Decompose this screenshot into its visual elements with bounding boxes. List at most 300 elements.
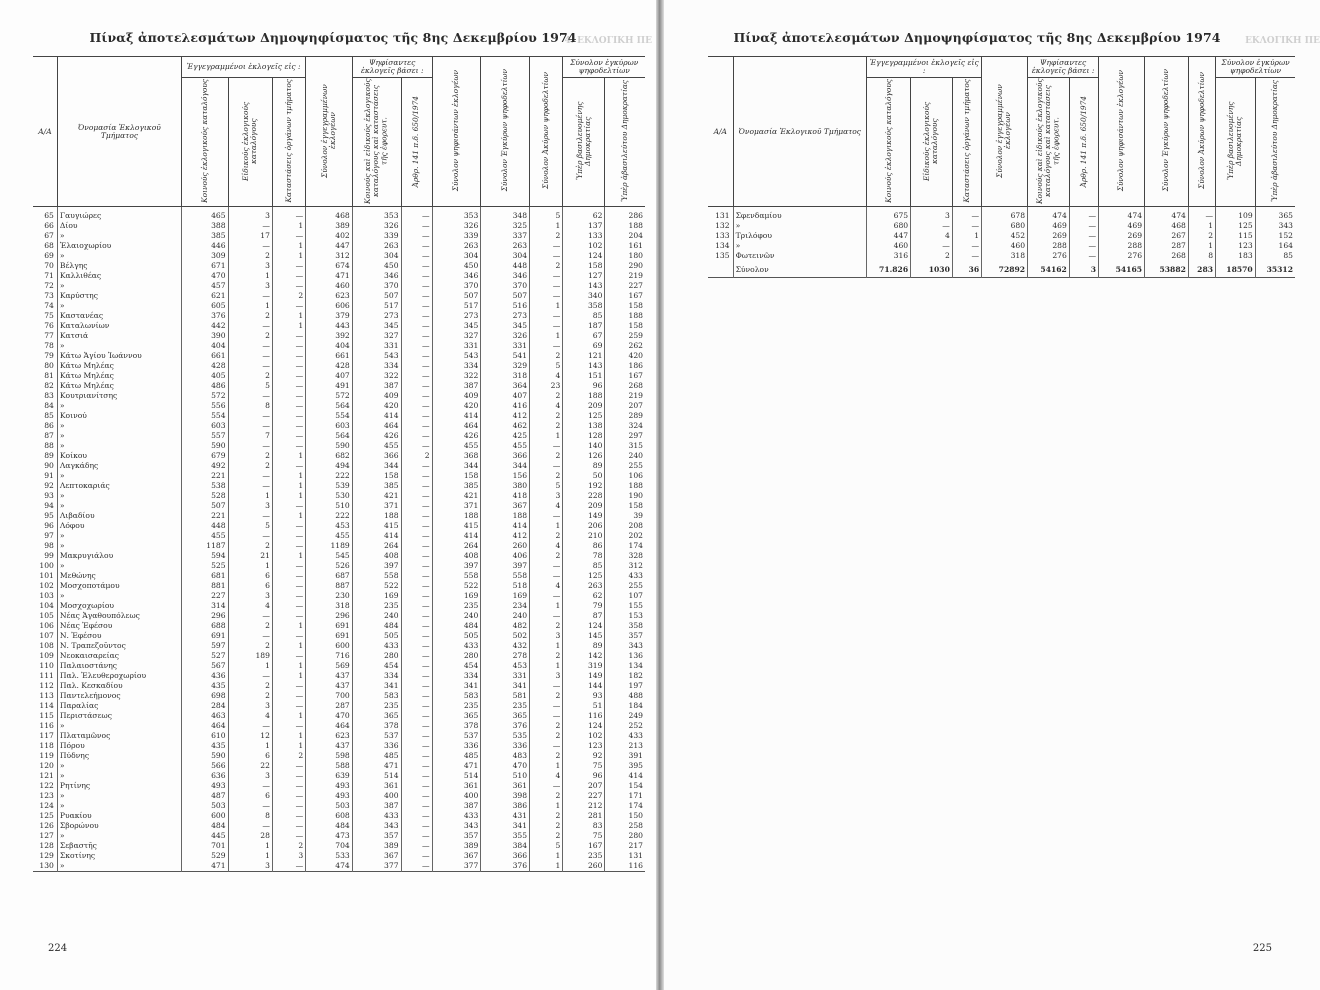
cell-value: — [401,621,432,631]
cell-value: 1 [272,731,305,741]
cell-value: — [401,231,432,241]
cell-value: — [228,241,272,251]
cell-value: 433 [605,571,645,581]
cell-value: 376 [481,721,530,731]
cell-value: 1 [228,271,272,281]
cell-value: 288 [1028,241,1070,251]
cell-value: 341 [432,681,481,691]
cell-value: 377 [352,861,401,872]
district-name: » [57,341,181,351]
cell-value: 516 [481,301,530,311]
cell-value: — [272,631,305,641]
cell-value: 385 [352,481,401,491]
cell-value: — [401,461,432,471]
cell-value: 2 [530,691,563,701]
cell-value: 606 [306,301,353,311]
table-row [33,701,645,711]
cell-value: 125 [1216,221,1256,231]
cell-value: 464 [432,421,481,431]
cell-value: — [530,561,563,571]
row-number: 97 [44,531,54,541]
cell-value: 284 [182,701,229,711]
cell-value: — [530,781,563,791]
cell-value: 452 [982,231,1028,241]
cell-value: 598 [306,751,353,761]
cell-value: — [1069,251,1098,261]
cell-value: 378 [432,721,481,731]
district-name: Περιστάσεως [57,711,181,721]
cell-value: 385 [182,231,229,241]
cell-value: 188 [605,481,645,491]
table-row [33,281,645,291]
cell-value: 437 [306,671,353,681]
table-row [33,401,645,411]
cell-value: 2 [228,331,272,341]
cell-value: 1 [530,661,563,671]
cell-value: 263 [563,581,605,591]
district-name: Ρητίνης [57,781,181,791]
cell-value: — [272,581,305,591]
page-title: Πίναξ ἀποτελεσμάτων Δημοψηφίσματος τῆς 8ης Δεκεμβρίου 1974 [89,30,577,45]
cell-value: 1189 [306,541,353,551]
cell-value: 661 [306,351,353,361]
cell-value: — [228,671,272,681]
cell-value: 235 [432,701,481,711]
cell-value: 312 [306,251,353,261]
cell-value: 558 [432,571,481,581]
cell-value: 331 [352,341,401,351]
row-number: 80 [44,361,54,371]
cell-value: — [401,341,432,351]
district-name: » [57,861,181,872]
district-name: Σκοτίνης [57,851,181,861]
cell-value: 54162 [1028,261,1070,278]
cell-value: 167 [605,371,645,381]
cell-value: 174 [605,801,645,811]
cell-value: 455 [432,441,481,451]
cell-value: 636 [182,771,229,781]
cell-value: 704 [306,841,353,851]
header-group-voted: Ψηφίσαντες ἐκλογεῖς βάσει : [1028,57,1099,78]
cell-value: 138 [563,421,605,431]
table-row [33,451,645,461]
cell-value: 144 [563,681,605,691]
cell-value: — [530,741,563,751]
table-row [33,811,645,821]
cell-value: 471 [352,761,401,771]
cell-value: 164 [1255,241,1295,251]
district-name: Δίου [57,221,181,231]
cell-value: — [228,511,272,521]
cell-value: 276 [1028,251,1070,261]
cell-value: 180 [605,251,645,261]
cell-value: 325 [481,221,530,231]
header-col: Σύνολον Ἀκύρων ψηφοδελτίων [530,57,563,207]
cell-value: — [401,831,432,841]
cell-value: 336 [352,741,401,751]
cell-value: 376 [182,311,229,321]
cell-value: — [272,651,305,661]
cell-value: 455 [182,531,229,541]
header-name: Ὀνομασία Ἐκλογικοῦ Τμήματος [733,57,867,207]
cell-value: 1 [228,851,272,861]
cell-value: 297 [605,431,645,441]
cell-value: 447 [867,231,911,241]
cell-value: — [272,207,305,222]
cell-value: — [401,711,432,721]
cell-value: 681 [182,571,229,581]
district-name: Πλαταμῶνος [57,731,181,741]
district-name: Νέας Ἀγαθουπόλεως [57,611,181,621]
header-col: Ὑπὲρ ἀβασιλεύτου Δημοκρατίας [605,78,645,207]
cell-value: 365 [481,711,530,721]
cell-value: — [530,291,563,301]
cell-value: — [401,671,432,681]
cell-value: — [401,207,432,222]
district-name: » [57,421,181,431]
cell-value: 23 [530,381,563,391]
row-number: 98 [44,541,54,551]
cell-value: 2 [530,421,563,431]
cell-value: 75 [563,761,605,771]
district-name: » [57,771,181,781]
cell-value: 507 [481,291,530,301]
table-row [708,221,1295,231]
cell-value: 3 [530,671,563,681]
cell-value: 145 [563,631,605,641]
cell-value: — [272,351,305,361]
cell-value: 3 [228,501,272,511]
cell-value: 503 [306,801,353,811]
cell-value: 2 [530,721,563,731]
cell-value: 414 [481,521,530,531]
cell-value: 264 [432,541,481,551]
cell-value: 7 [228,431,272,441]
cell-value: 357 [605,631,645,641]
cell-value: 343 [1255,221,1295,231]
cell-value: 336 [481,741,530,751]
district-name: Λόφου [57,521,181,531]
cell-value: — [401,511,432,521]
cell-value: 377 [432,861,481,872]
cell-value: 2 [228,251,272,261]
cell-value: 485 [432,751,481,761]
cell-value: 258 [605,821,645,831]
table-row [33,731,645,741]
cell-value: 263 [352,241,401,251]
cell-value: 402 [306,231,353,241]
bleed-through-text: ΕΚΛΟΓΙΚΗ ΠΕ [1245,36,1320,46]
cell-value: 268 [1145,251,1189,261]
cell-value: 136 [605,651,645,661]
cell-value: 448 [182,521,229,531]
cell-value: 357 [352,831,401,841]
cell-value: 1 [272,251,305,261]
row-number: 114 [39,701,54,711]
cell-value: 143 [563,281,605,291]
cell-value: — [272,701,305,711]
header-col: Κοινούς ἐκλογικούς καταλόγους [867,78,911,207]
cell-value: 296 [182,611,229,621]
cell-value: 483 [481,751,530,761]
cell-value: 482 [481,621,530,631]
cell-value: 116 [563,711,605,721]
cell-value: 4 [228,711,272,721]
row-number: 66 [44,221,54,231]
cell-value: 2 [530,791,563,801]
cell-value: — [401,791,432,801]
cell-value: 337 [481,231,530,241]
cell-value: 361 [432,781,481,791]
cell-value: 115 [1216,231,1256,241]
cell-value: 409 [352,391,401,401]
cell-value: 137 [563,221,605,231]
cell-value: 463 [182,711,229,721]
cell-value: 3 [530,491,563,501]
header-aa: Α/Α [708,57,733,207]
cell-value: 1 [530,521,563,531]
cell-value: 364 [481,381,530,391]
cell-value: 4 [530,771,563,781]
cell-value: 2 [530,451,563,461]
cell-value: 235 [563,851,605,861]
cell-value: — [228,821,272,831]
header-name: Ὀνομασία Ἐκλογικοῦ Τμήματος [57,57,181,207]
table-row [33,301,645,311]
cell-value: — [272,591,305,601]
row-number: 120 [39,761,54,771]
cell-value: 505 [352,631,401,641]
cell-value: 418 [481,491,530,501]
cell-value: 344 [432,461,481,471]
row-number: 86 [44,421,54,431]
row-number: 91 [44,471,54,481]
cell-value: — [401,471,432,481]
cell-value: 405 [182,371,229,381]
cell-value: 608 [306,811,353,821]
cell-value: — [272,281,305,291]
row-number: 104 [39,601,54,611]
cell-value: 6 [228,751,272,761]
cell-value: — [530,311,563,321]
cell-value: 361 [352,781,401,791]
cell-value: 527 [182,651,229,661]
district-name: Ρυακίου [57,811,181,821]
cell-value: 528 [182,491,229,501]
cell-value: 155 [605,601,645,611]
cell-value: — [272,601,305,611]
district-name: Πόρου [57,741,181,751]
district-name: Ἐλαιοχωρίου [57,241,181,251]
cell-value: 420 [352,401,401,411]
table-row [33,671,645,681]
cell-value: 8 [228,401,272,411]
cell-value: 319 [563,661,605,671]
cell-value: 210 [563,531,605,541]
table-row [33,611,645,621]
cell-value: 2 [530,391,563,401]
cell-value: 4 [911,231,953,241]
cell-value: 87 [563,611,605,621]
table-row [33,721,645,731]
cell-value: 334 [432,361,481,371]
row-number: 74 [44,301,54,311]
cell-value: 280 [432,651,481,661]
cell-value: 35312 [1255,261,1295,278]
cell-value: 158 [432,471,481,481]
district-name: Κουτριανίτσης [57,391,181,401]
cell-value: 365 [1255,207,1295,222]
cell-value: 2 [911,251,953,261]
cell-value: 235 [481,701,530,711]
cell-value: 318 [481,371,530,381]
cell-value: 230 [306,591,353,601]
cell-value: 554 [182,411,229,421]
table-row [33,271,645,281]
cell-value: 529 [182,851,229,861]
cell-value: — [401,601,432,611]
cell-value: 454 [432,661,481,671]
cell-value: 227 [182,591,229,601]
cell-value: — [952,221,981,231]
row-number: 72 [44,281,54,291]
cell-value: 12 [228,731,272,741]
cell-value: 89 [563,461,605,471]
row-number: 73 [44,291,54,301]
table-row [708,251,1295,261]
cell-value: 167 [563,841,605,851]
cell-value: 384 [481,841,530,851]
cell-value: — [401,801,432,811]
table-row [708,207,1295,222]
cell-value: 221 [182,511,229,521]
cell-value: 605 [182,301,229,311]
cell-value: 2 [530,551,563,561]
cell-value: 304 [481,251,530,261]
cell-value: 1 [530,801,563,811]
cell-value: 447 [306,241,353,251]
table-row [33,331,645,341]
cell-value: 207 [605,401,645,411]
cell-value: 365 [432,711,481,721]
cell-value: — [401,841,432,851]
cell-value: 344 [481,461,530,471]
cell-value: 331 [432,341,481,351]
cell-value: — [228,441,272,451]
cell-value: 437 [306,681,353,691]
cell-value: 2 [401,451,432,461]
cell-value: 2 [272,291,305,301]
cell-value: 460 [306,281,353,291]
cell-value: 2 [530,731,563,741]
cell-value: 572 [306,391,353,401]
table-row [33,441,645,451]
row-number: 77 [44,331,54,341]
cell-value: 484 [352,621,401,631]
table-row [33,791,645,801]
cell-value: 421 [432,491,481,501]
cell-value: 367 [481,501,530,511]
table-row [33,741,645,751]
cell-value: 158 [605,321,645,331]
header-col: Σύνολον Ἐγκύρων ψηφοδελτίων [481,57,530,207]
cell-value: 358 [563,301,605,311]
table-row [33,351,645,361]
cell-value: 474 [1028,207,1070,222]
cell-value: 5 [530,361,563,371]
district-name: » [57,831,181,841]
cell-value: 1 [272,451,305,461]
cell-value: 213 [605,741,645,751]
cell-value: 259 [605,331,645,341]
cell-value: 327 [432,331,481,341]
cell-value: 260 [481,541,530,551]
table-row [33,601,645,611]
cell-value: 326 [481,331,530,341]
cell-value: — [401,641,432,651]
table-row [33,291,645,301]
cell-value: — [530,271,563,281]
cell-value: 53882 [1145,261,1189,278]
cell-value: 470 [182,271,229,281]
cell-value: 128 [563,431,605,441]
page-number: 225 [1252,943,1272,954]
cell-value: 1030 [911,261,953,278]
results-table [33,56,645,874]
table-row [33,631,645,641]
cell-value: — [401,531,432,541]
cell-value: 400 [432,791,481,801]
cell-value: 678 [982,207,1028,222]
cell-value: 453 [481,661,530,671]
table-row [33,861,645,872]
table-row [33,751,645,761]
cell-value: 471 [306,271,353,281]
cell-value: 341 [481,821,530,831]
row-number: 112 [39,681,54,691]
cell-value: 188 [563,391,605,401]
cell-value: 590 [182,751,229,761]
cell-value: — [272,801,305,811]
row-number: 118 [39,741,54,751]
table-row [33,261,645,271]
cell-value: 269 [1028,231,1070,241]
cell-value: 6 [228,581,272,591]
cell-value: 121 [563,351,605,361]
cell-value: — [401,651,432,661]
cell-value: 541 [481,351,530,361]
district-name: » [57,801,181,811]
cell-value: — [530,321,563,331]
cell-value: 3 [1069,261,1098,278]
cell-value: 174 [605,541,645,551]
cell-value: 334 [352,671,401,681]
cell-value: 182 [605,671,645,681]
cell-value: 4 [530,581,563,591]
cell-value: — [1188,207,1215,222]
cell-value: 268 [605,381,645,391]
cell-value: 187 [563,321,605,331]
cell-value: — [1069,231,1098,241]
row-number: 83 [44,391,54,401]
cell-value: 328 [605,551,645,561]
cell-value: — [228,411,272,421]
cell-value: 543 [432,351,481,361]
cell-value: 460 [867,241,911,251]
cell-value: 365 [352,711,401,721]
cell-value: 252 [605,721,645,731]
cell-value: 304 [432,251,481,261]
